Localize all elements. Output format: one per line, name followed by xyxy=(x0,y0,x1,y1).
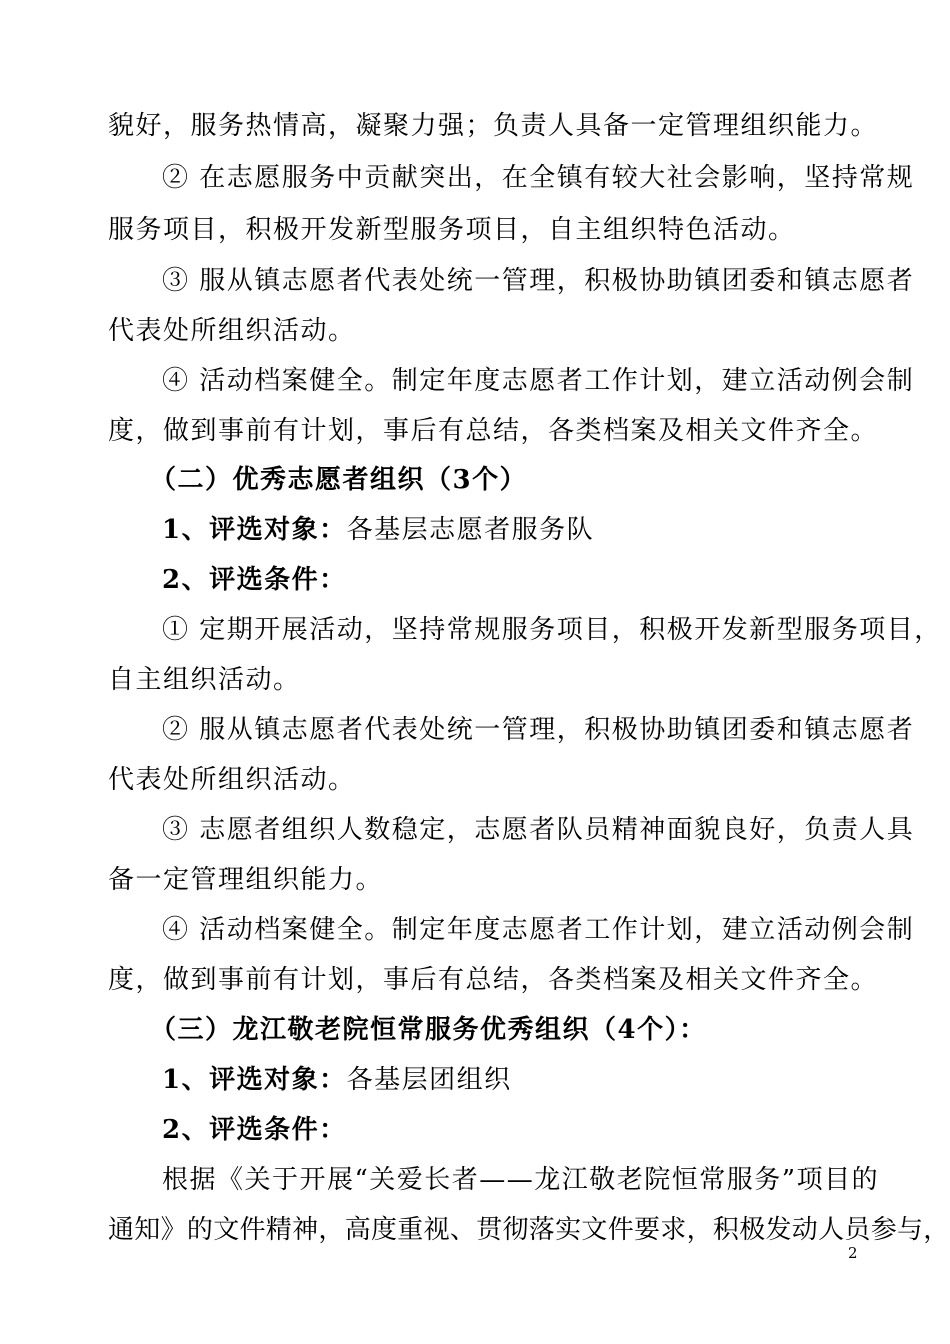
paragraph-line: ③ 志愿者组织人数稳定，志愿者队员精神面貌良好，负责人具 xyxy=(162,815,915,845)
paragraph-line: ③ 服从镇志愿者代表处统一管理，积极协助镇团委和镇志愿者 xyxy=(162,266,915,296)
paragraph-line: 备一定管理组织能力。 xyxy=(108,865,384,895)
item-label: 1、评选对象： xyxy=(162,1065,347,1095)
paragraph-line: 代表处所组织活动。 xyxy=(108,765,356,795)
item-line xyxy=(162,512,862,548)
item-label: 2、评选条件： xyxy=(162,565,347,595)
paragraph-line: ④ 活动档案健全。制定年度志愿者工作计划，建立活动例会制 xyxy=(162,915,915,945)
item-value: 各基层团组织 xyxy=(346,1065,512,1095)
paragraph-line: 通知》的文件精神，高度重视、贯彻落实文件要求，积极发动人员参与， xyxy=(108,1215,950,1245)
item-label: 1、评选对象： xyxy=(162,515,347,545)
paragraph-line: 代表处所组织活动。 xyxy=(108,316,356,346)
section-heading: （三）龙江敬老院恒常服务优秀组织（4个）： xyxy=(150,1015,707,1045)
paragraph-line: 貌好，服务热情高，凝聚力强；负责人具备一定管理组织能力。 xyxy=(108,111,879,141)
section-heading: （二）优秀志愿者组织（3个） xyxy=(150,465,528,495)
paragraph-line: ② 服从镇志愿者代表处统一管理，积极协助镇团委和镇志愿者 xyxy=(162,715,915,745)
paragraph-line: ② 在志愿服务中贡献突出，在全镇有较大社会影响，坚持常规 xyxy=(162,163,915,193)
paragraph-line: 度，做到事前有计划，事后有总结，各类档案及相关文件齐全。 xyxy=(108,416,879,446)
item-value: 各基层志愿者服务队 xyxy=(346,515,595,545)
page-number: 2 xyxy=(848,1244,858,1262)
paragraph-line: ④ 活动档案健全。制定年度志愿者工作计划，建立活动例会制 xyxy=(162,366,915,396)
paragraph-line: 度，做到事前有计划，事后有总结，各类档案及相关文件齐全。 xyxy=(108,965,879,995)
paragraph-line: ① 定期开展活动，坚持常规服务项目，积极开发新型服务项目， xyxy=(162,615,942,645)
paragraph-line: 根据《关于开展“关爱长者——龙江敬老院恒常服务”项目的 xyxy=(162,1165,880,1195)
item-line xyxy=(162,1062,862,1098)
paragraph-line: 自主组织活动。 xyxy=(108,665,301,695)
paragraph-line: 服务项目，积极开发新型服务项目，自主组织特色活动。 xyxy=(108,215,796,245)
item-label: 2、评选条件： xyxy=(162,1115,347,1145)
